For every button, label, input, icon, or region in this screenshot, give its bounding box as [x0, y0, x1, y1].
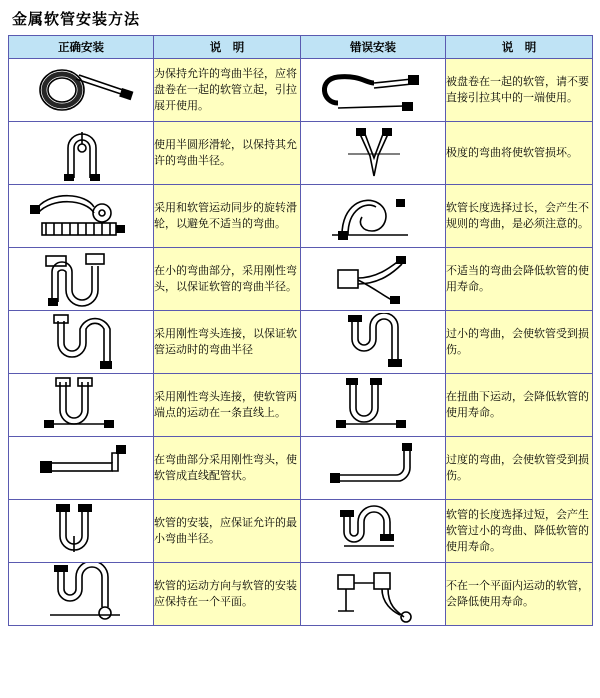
table-row — [9, 122, 593, 185]
correct-note-text: 采用刚性弯头连接，使软管两端点的运动在一条直线上。 — [154, 374, 301, 437]
header-wrong-image: 错误安装 — [301, 36, 446, 59]
correct-figure-cell — [9, 185, 154, 248]
correct-figure-cell — [9, 311, 154, 374]
wrong-figure-cell — [301, 185, 446, 248]
wrong-figure-cell — [301, 500, 446, 563]
excessive-bend-icon — [308, 439, 438, 497]
min-bend-radius-install-icon — [16, 502, 146, 560]
too-long-hose-icon — [308, 502, 438, 560]
correct-note-text: 采用刚性弯头连接，以保证软管运动时的弯曲半径 — [154, 311, 301, 374]
correct-note-text: 软管的运动方向与软管的安装应保持在一个平面。 — [154, 563, 301, 626]
coiled-hose-standing-icon — [16, 61, 146, 119]
rigid-elbow-small-bend-icon — [16, 250, 146, 308]
straight-pipe-elbow-icon — [16, 439, 146, 497]
wrong-figure-cell — [301, 563, 446, 626]
correct-note-text: 为保持允许的弯曲半径，应将盘卷在一起的软管立起，引拉展开使用。 — [154, 59, 301, 122]
correct-note-text: 使用半圆形滑轮，以保持其允许的弯曲半径。 — [154, 122, 301, 185]
wrong-figure-cell — [301, 59, 446, 122]
wrong-figure-cell — [301, 122, 446, 185]
rotating-pulley-sync-icon — [16, 187, 146, 245]
wrong-note-text: 在扭曲下运动，会降低软管的使用寿命。 — [446, 374, 593, 437]
table-row — [9, 248, 593, 311]
rigid-elbow-connection-icon — [16, 313, 146, 371]
hose-installation-table — [8, 35, 593, 626]
table-row — [9, 563, 593, 626]
wrong-note-text: 软管长度选择过长，会产生不规则的弯曲，是必须注意的。 — [446, 185, 593, 248]
correct-figure-cell — [9, 122, 154, 185]
wrong-figure-cell — [301, 311, 446, 374]
too-small-bend-icon — [308, 313, 438, 371]
correct-note-text: 软管的安装，应保证允许的最小弯曲半径。 — [154, 500, 301, 563]
correct-figure-cell — [9, 563, 154, 626]
wrong-note-text: 被盘卷在一起的软管，请不要直接引拉其中的一端使用。 — [446, 59, 593, 122]
wrong-note-text: 软管的长度选择过短，会产生软管过小的弯曲、降低软管的使用寿命。 — [446, 500, 593, 563]
correct-note-text: 在弯曲部分采用刚性弯头，使软管成直线配管状。 — [154, 437, 301, 500]
correct-figure-cell — [9, 248, 154, 311]
wrong-note-text: 过度的弯曲，会使软管受到损伤。 — [446, 437, 593, 500]
wrong-note-text: 不适当的弯曲会降低软管的使用寿命。 — [446, 248, 593, 311]
torsion-bend-icon — [308, 376, 438, 434]
header-correct-note: 说 明 — [154, 36, 301, 59]
table-body — [9, 59, 593, 626]
table-row — [9, 311, 593, 374]
page-title: 金属软管安装方法 — [12, 10, 141, 28]
wrong-figure-cell — [301, 437, 446, 500]
correct-note-text: 在小的弯曲部分，采用刚性弯头，以保证软管的弯曲半径。 — [154, 248, 301, 311]
long-hose-irregular-bend-icon — [308, 187, 438, 245]
coiled-hose-pulled-icon — [308, 61, 438, 119]
improper-bend-icon — [308, 250, 438, 308]
wrong-figure-cell — [301, 374, 446, 437]
rigid-elbow-straight-line-icon — [16, 376, 146, 434]
header-wrong-note: 说 明 — [446, 36, 593, 59]
correct-figure-cell — [9, 59, 154, 122]
wrong-note-text: 不在一个平面内运动的软管，会降低使用寿命。 — [446, 563, 593, 626]
correct-note-text: 采用和软管运动同步的旋转滑轮，以避免不适当的弯曲。 — [154, 185, 301, 248]
table-row — [9, 374, 593, 437]
table-row — [9, 500, 593, 563]
half-round-pulley-icon — [16, 124, 146, 182]
wrong-note-text: 过小的弯曲，会使软管受到损伤。 — [446, 311, 593, 374]
sharp-bend-hose-icon — [308, 124, 438, 182]
header-correct-image: 正确安装 — [9, 36, 154, 59]
correct-figure-cell — [9, 437, 154, 500]
wrong-figure-cell — [301, 248, 446, 311]
correct-figure-cell — [9, 500, 154, 563]
correct-figure-cell — [9, 374, 154, 437]
table-row — [9, 185, 593, 248]
wrong-note-text: 极度的弯曲将使软管损坏。 — [446, 122, 593, 185]
same-plane-motion-icon — [16, 563, 146, 625]
table-row — [9, 437, 593, 500]
out-of-plane-motion-icon — [308, 563, 438, 625]
table-row — [9, 59, 593, 122]
table-header-row — [9, 36, 593, 59]
